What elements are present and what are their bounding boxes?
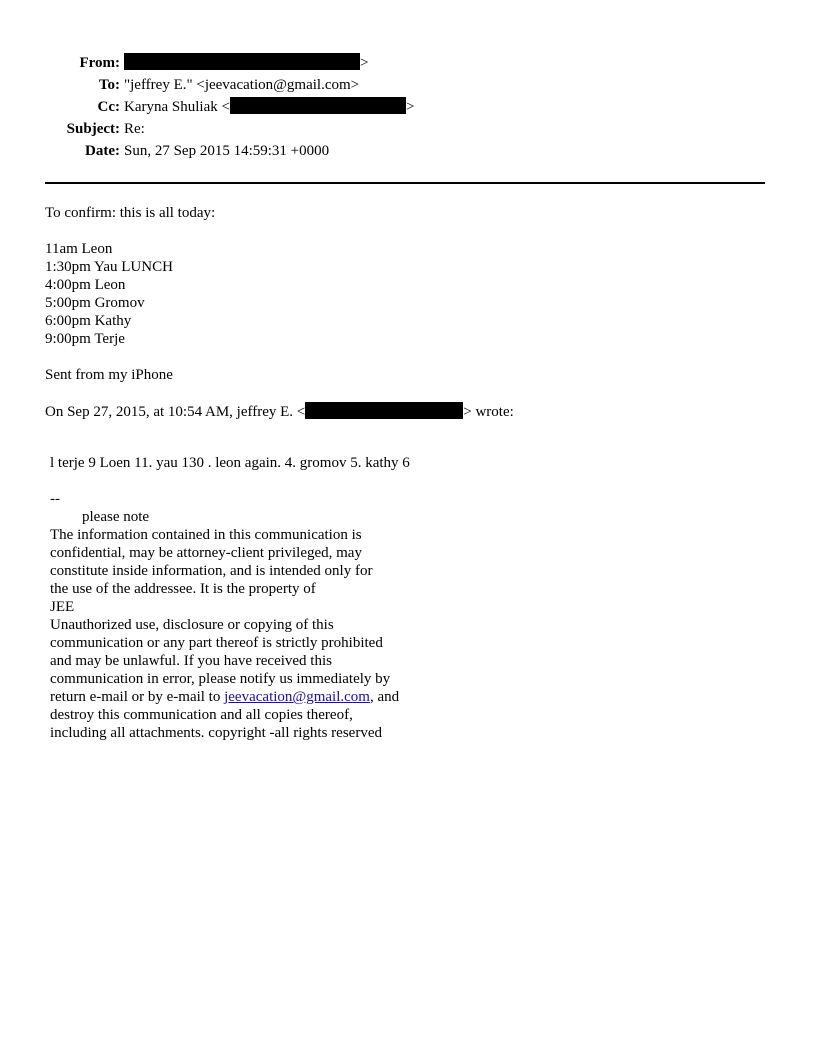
disclaimer-line: JEE xyxy=(50,599,75,615)
cc-label: Cc: xyxy=(97,99,120,115)
return-suffix: , and xyxy=(369,689,400,705)
disclaimer-line: and may be unlawful. If you have received this xyxy=(50,653,332,669)
disclaimer-line: communication or any part thereof is strictly prohibited xyxy=(50,635,383,651)
from-suffix: > xyxy=(360,55,369,71)
redaction-block xyxy=(305,402,463,419)
date-row xyxy=(0,140,816,162)
header-divider xyxy=(45,182,765,184)
message-body xyxy=(45,204,765,421)
from-row xyxy=(0,52,816,74)
schedule-item: 4:00pm Leon xyxy=(45,277,126,293)
intro-line: To confirm: this is all today: xyxy=(45,205,216,221)
subject-value: Re: xyxy=(124,121,145,137)
to-value: "jeffrey E." <jeevacation@gmail.com> xyxy=(124,77,360,93)
disclaimer-line: The information contained in this communication is xyxy=(50,527,362,543)
email-link[interactable]: jeevacation@gmail.com xyxy=(224,689,370,705)
quoted-line: l terje 9 Loen 11. yau 130 . leon again. 4. gromov 5. kathy 6 xyxy=(50,455,410,471)
from-value xyxy=(124,52,368,74)
quoted-message xyxy=(50,454,770,742)
disclaimer-line: confidential, may be attorney-client privileged, may xyxy=(50,545,362,561)
please-note: please note xyxy=(82,509,150,525)
from-label: From: xyxy=(79,55,120,71)
cc-row xyxy=(0,96,816,118)
schedule-item: 5:00pm Gromov xyxy=(45,295,145,311)
return-prefix: return e-mail or by e-mail to xyxy=(50,689,225,705)
reply-attribution xyxy=(45,402,765,421)
disclaimer-line: Unauthorized use, disclosure or copying of this xyxy=(50,617,334,633)
schedule-item: 9:00pm Terje xyxy=(45,331,125,347)
redaction-block xyxy=(124,53,360,70)
to-row xyxy=(0,74,816,96)
subject-label: Subject: xyxy=(66,121,120,137)
subject-row xyxy=(0,118,816,140)
disclaimer-line: including all attachments. copyright -all rights reserved xyxy=(50,725,382,741)
redaction-block xyxy=(230,97,406,114)
cc-suffix: > xyxy=(405,99,415,115)
email-header xyxy=(0,52,816,162)
disclaimer-line: destroy this communication and all copies thereof, xyxy=(50,707,353,723)
disclaimer-line: the use of the addressee. It is the property of xyxy=(50,581,316,597)
schedule-item: 6:00pm Kathy xyxy=(45,313,132,329)
reply-suffix: > wrote: xyxy=(463,404,514,420)
schedule-item: 11am Leon xyxy=(45,241,113,257)
schedule-item: 1:30pm Yau LUNCH xyxy=(45,259,173,275)
reply-prefix: On Sep 27, 2015, at 10:54 AM, jeffrey E. < xyxy=(45,404,306,420)
cc-value xyxy=(124,96,414,118)
signature: Sent from my iPhone xyxy=(45,367,173,383)
to-label: To: xyxy=(98,77,120,93)
signature-dashes: -- xyxy=(50,491,60,507)
cc-prefix: Karyna Shuliak < xyxy=(124,99,230,115)
disclaimer-line: constitute inside information, and is intended only for xyxy=(50,563,373,579)
date-value: Sun, 27 Sep 2015 14:59:31 +0000 xyxy=(124,143,330,159)
disclaimer-line: communication in error, please notify us immediately by xyxy=(50,671,391,687)
disclaimer-line xyxy=(50,688,770,706)
date-label: Date: xyxy=(85,143,120,159)
